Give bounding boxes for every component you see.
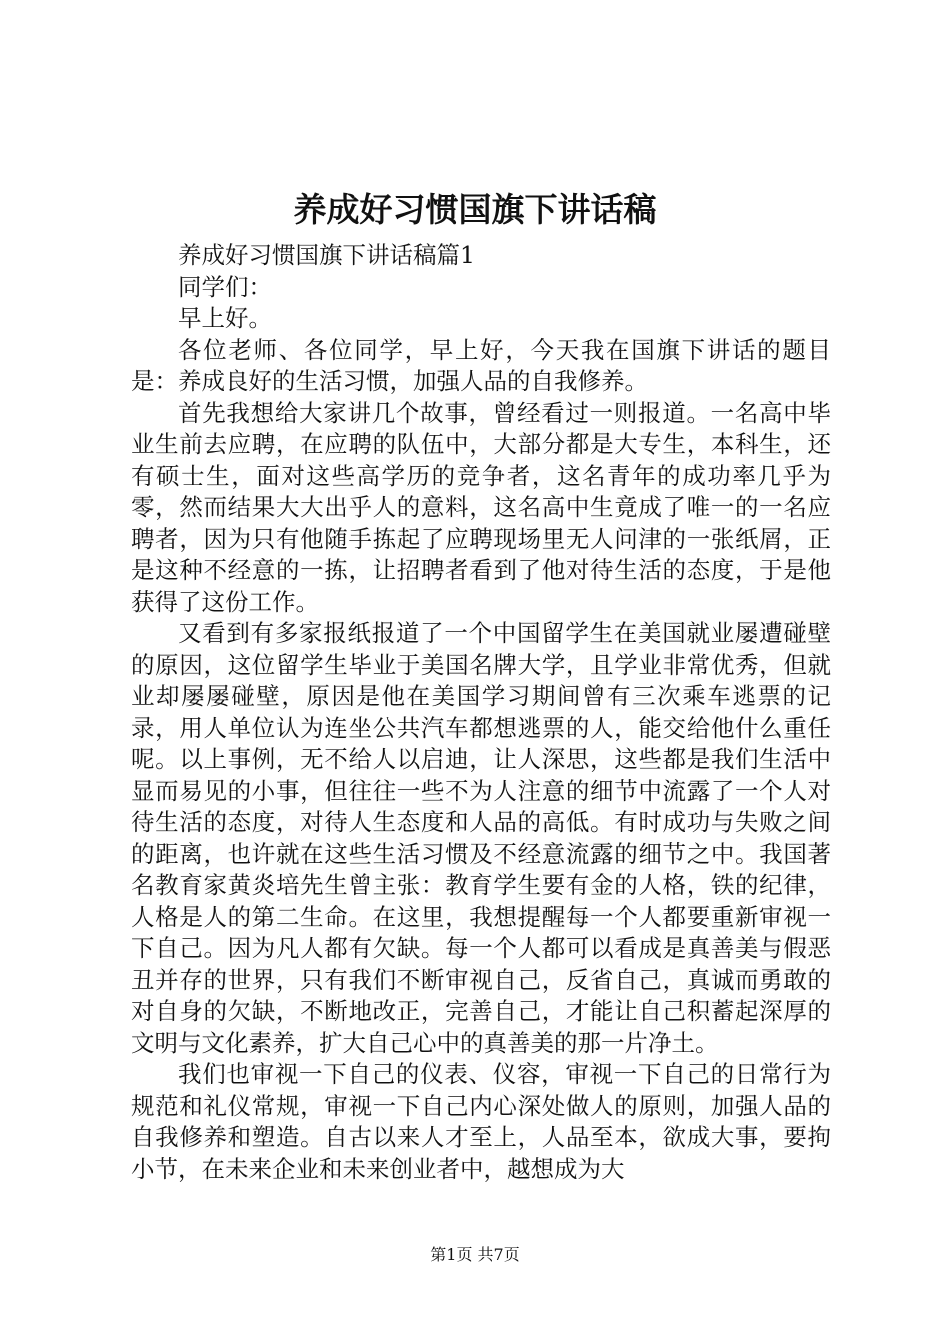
greeting-paragraph: 早上好。 (178, 304, 272, 332)
body-paragraph: 又看到有多家报纸报道了一个中国留学生在美国就业屡遭碰壁的原因，这位留学生毕业于美国名牌大学，且学业非常优秀，但就业却屡屡碰壁，原因是他在美国学习期间曾有三次乘车逃票的记录，用人单位认为连坐公共汽车都想逃票的人，能交给他什么重任呢。以上事例，无不给人以启迪，让人深思，这些都是我们生活中显而易见的小事，但往往一些不为人注意的细节中流露了一个人对待生活的态度，对待人生态度和人品的高低。有时成功与失败之间的距离，也许就在这些生活习惯及不经意流露的细节之中。我国著名教育家黄炎培先生曾主张：教育学生要有金的人格，铁的纪律，人格是人的第二生命。在这里，我想提醒每一个人都要重新审视一下自己。因为凡人都有欠缺。每一个人都可以看成是真善美与假恶丑并存的世界，只有我们不断审视自己，反省自己，真诚而勇敢的对自身的欠缺，不断地改正，完善自己，才能让自己积蓄起深厚的文明与文化素养，扩大自己心中的真善美的那一片净土。 (131, 619, 831, 1057)
body-paragraph: 首先我想给大家讲几个故事，曾经看过一则报道。一名高中毕业生前去应聘，在应聘的队伍中，大部分都是大专生，本科生，还有硕士生，面对这些高学历的竞争者，这名青年的成功率几乎为零，然而结果大大出乎人的意料，这名高中生竟成了唯一的一名应聘者，因为只有他随手拣起了应聘现场里无人问津的一张纸屑，正是这种不经意的一拣，让招聘者看到了他对待生活的态度，于是他获得了这份工作。 (131, 398, 831, 616)
body-paragraph: 我们也审视一下自己的仪表、仪容，审视一下自己的日常行为规范和礼仪常规，审视一下自己内心深处做人的原则，加强人品的自我修养和塑造。自古以来人才至上，人品至本，欲成大事，要拘小节，在未来企业和未来创业者中，越想成为大 (131, 1060, 831, 1183)
document-body (131, 240, 831, 1185)
body-paragraph: 各位老师、各位同学，早上好，今天我在国旗下讲话的题目是：养成良好的生活习惯，加强人品的自我修养。 (131, 335, 831, 395)
document-title: 养成好习惯国旗下讲话稿 (293, 190, 657, 229)
salutation-paragraph: 同学们： (178, 272, 272, 301)
page-footer: 第1页 共7页 (430, 1245, 520, 1264)
subtitle-paragraph: 养成好习惯国旗下讲话稿篇1 (178, 241, 475, 269)
